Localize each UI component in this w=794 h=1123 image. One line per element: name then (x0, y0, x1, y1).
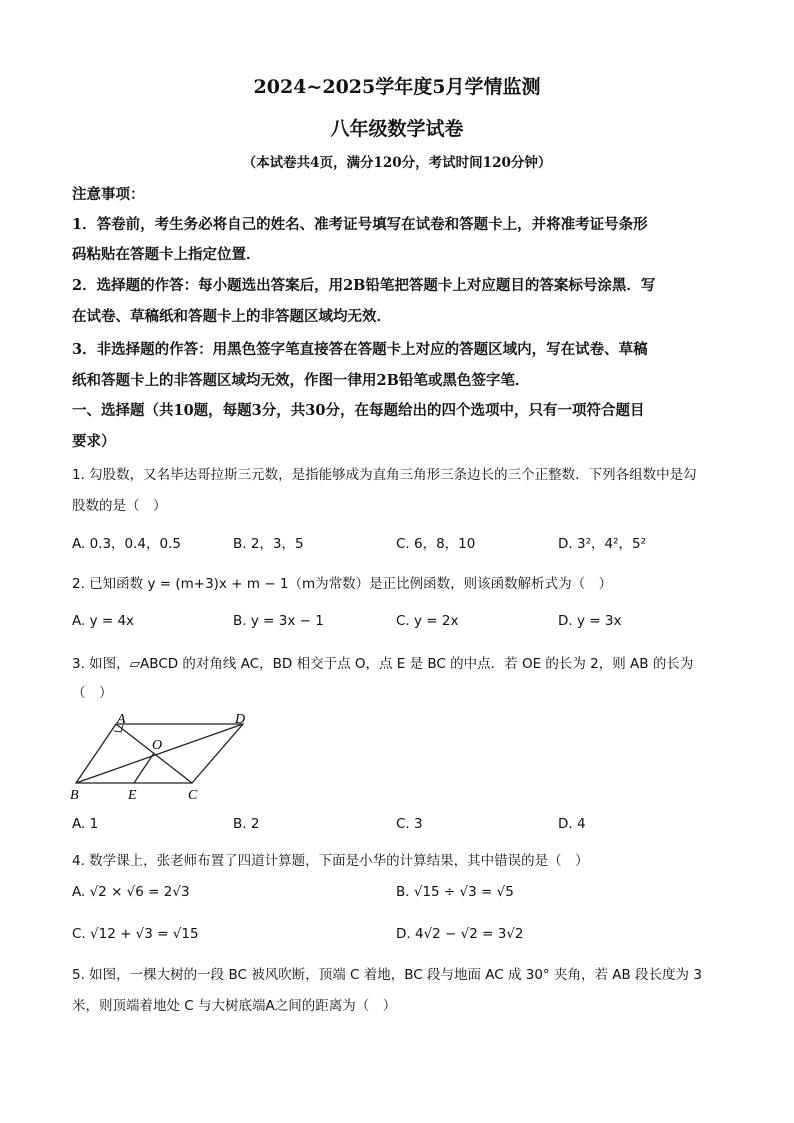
label-a: A (117, 712, 126, 727)
label-c: C (188, 788, 198, 803)
note-line: 码粘贴在答题卡上指定位置． (72, 246, 261, 263)
q1-option-b: B. 2，3，5 (233, 536, 304, 552)
q4-option-c: C. √12 + √3 = √15 (72, 926, 199, 942)
question-5-text: 5. 如图，一棵大树的一段 BC 被风吹断，顶端 C 着地，BC 段与地面 AC 成 30° 夹角，若 AB 段长度为 3 (72, 967, 702, 983)
section-heading-cont: 要求） (72, 433, 116, 450)
exam-title: 2024~2025学年度5月学情监测 (253, 76, 541, 98)
question-3-text: 3. 如图，▱ABCD 的对角线 AC，BD 相交于点 O，点 E 是 BC 的中点．若 OE 的长为 2，则 AB 的长为 (72, 656, 694, 672)
parallelogram-figure (60, 705, 260, 805)
q1-option-d: D. 3²，4²，5² (558, 536, 646, 552)
question-1-text: 1. 勾股数，又名毕达哥拉斯三元数，是指能够成为直角三角形三条边长的三个正整数．下列各组数中是勾 (72, 467, 697, 483)
section-heading: 一、选择题（共10题，每题3分，共30分，在每题给出的四个选项中，只有一项符合题目 (72, 402, 645, 419)
q3-option-d: D. 4 (558, 816, 586, 832)
q4-option-d: D. 4√2 − √2 = 3√2 (396, 926, 524, 942)
q3-option-c: C. 3 (396, 816, 423, 832)
note-line: 2．选择题的作答：每小题选出答案后，用2B铅笔把答题卡上对应题目的答案标号涂黑．写 (72, 277, 656, 294)
q3-option-a: A. 1 (72, 816, 99, 832)
q4-option-a: A. √2 × √6 = 2√3 (72, 884, 190, 900)
exam-subtitle: 八年级数学试卷 (330, 118, 464, 140)
q3-option-b: B. 2 (233, 816, 260, 832)
notes-heading: 注意事项： (72, 186, 145, 203)
label-o: O (152, 738, 163, 753)
q1-option-a: A. 0.3，0.4，0.5 (72, 536, 181, 552)
exam-info: （本试卷共4页，满分120分，考试时间120分钟） (242, 155, 552, 171)
question-1-text-cont: 股数的是（ ） (72, 498, 167, 514)
note-line: 在试卷、草稿纸和答题卡上的非答题区域均无效． (72, 308, 391, 325)
q2-option-d: D. y = 3x (558, 613, 622, 629)
segment-oe (134, 753, 154, 783)
label-e: E (128, 788, 137, 803)
note-line: 3．非选择题的作答：用黑色签字笔直接答在答题卡上对应的答题区域内，写在试卷、草稿 (72, 341, 648, 358)
question-5-text-cont: 米，则顶端着地处 C 与大树底端A之间的距离为（ ） (72, 998, 397, 1014)
note-line: 纸和答题卡上的非答题区域均无效，作图一律用2B铅笔或黑色签字笔． (72, 372, 530, 389)
question-2-text: 2. 已知函数 y = (m+3)x + m − 1（m为常数）是正比例函数，则该函数解析式为（ ） (72, 576, 613, 592)
label-b: B (70, 788, 79, 803)
question-3-text-cont: （ ） (72, 685, 113, 701)
question-4-text: 4. 数学课上，张老师布置了四道计算题，下面是小华的计算结果，其中错误的是（ ） (72, 853, 589, 869)
q2-option-c: C. y = 2x (396, 613, 459, 629)
q2-option-b: B. y = 3x − 1 (233, 613, 324, 629)
q2-option-a: A. y = 4x (72, 613, 135, 629)
q1-option-c: C. 6，8，10 (396, 536, 476, 552)
label-d: D (235, 712, 246, 727)
q4-option-b: B. √15 ÷ √3 = √5 (396, 884, 514, 900)
note-line: 1．答卷前，考生务必将自己的姓名、准考证号填写在试卷和答题卡上，并将准考证号条形 (72, 216, 648, 233)
